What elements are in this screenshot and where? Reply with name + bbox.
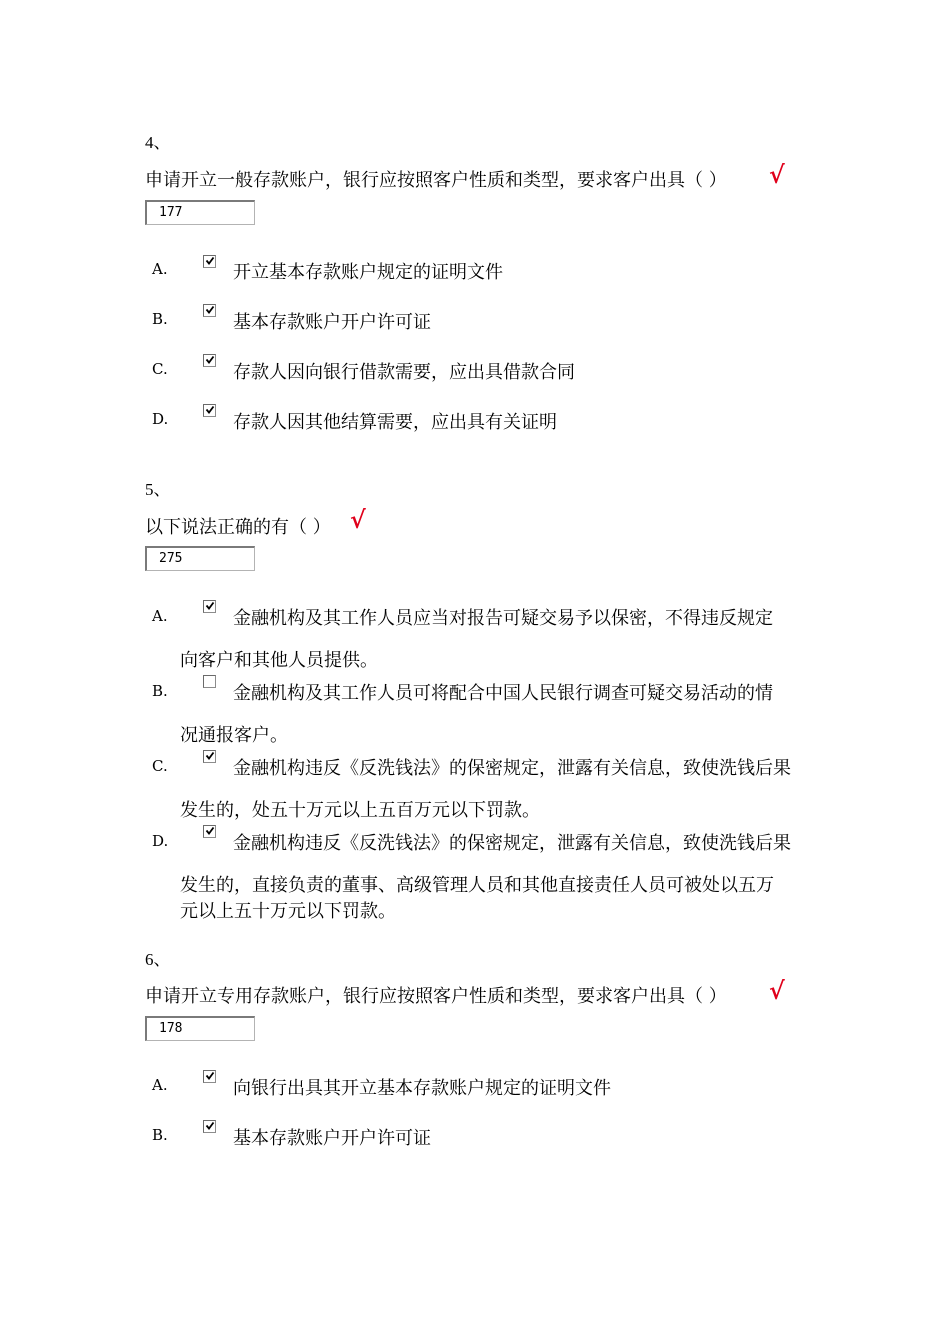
option-text: 金融机构违反《反洗钱法》的保密规定，泄露有关信息，致使洗钱后果 [233,758,791,779]
question-5-id-field: 275 [145,546,255,571]
option-text-continued: 发生的，直接负责的董事、高级管理人员和其他直接责任人员可被处以五万 [180,875,774,896]
checkmark-icon [205,355,215,365]
option-text: 金融机构及其工作人员应当对报告可疑交易予以保密，不得违反规定 [233,608,773,629]
option-text: 金融机构及其工作人员可将配合中国人民银行调查可疑交易活动的情 [233,683,773,704]
question-4-id-field: 177 [145,200,255,225]
option-letter: A. [152,607,168,625]
checkmark-icon [205,826,215,836]
option-checkbox[interactable] [203,600,216,613]
option-text-continued: 况通报客户。 [180,725,288,746]
option-checkbox[interactable] [203,404,216,417]
correct-check-icon: √ [769,160,785,189]
correct-check-icon: √ [769,976,785,1005]
option-checkbox[interactable] [203,675,216,688]
question-6-id-field: 178 [145,1016,255,1041]
option-text: 存款人因其他结算需要，应出具有关证明 [233,412,557,433]
option-letter: B. [152,682,168,700]
checkmark-icon [205,305,215,315]
question-6-number: 6、 [145,950,171,969]
option-checkbox[interactable] [203,1070,216,1083]
option-letter: A. [152,260,168,278]
checkmark-icon [205,405,215,415]
option-checkbox[interactable] [203,825,216,838]
question-6-text: 申请开立专用存款账户，银行应按照客户性质和类型，要求客户出具（ ） [145,986,727,1007]
option-letter: D. [152,410,169,428]
question-5-number: 5、 [145,480,171,499]
option-checkbox[interactable] [203,1120,216,1133]
option-checkbox[interactable] [203,750,216,763]
option-text-continued: 向客户和其他人员提供。 [180,650,378,671]
checkmark-icon [205,601,215,611]
option-letter: C. [152,360,168,378]
option-letter: C. [152,757,168,775]
option-text: 存款人因向银行借款需要，应出具借款合同 [233,362,575,383]
option-text: 基本存款账户开户许可证 [233,312,431,333]
option-letter: B. [152,310,168,328]
option-letter: B. [152,1126,168,1144]
question-4-number: 4、 [145,133,171,152]
option-checkbox[interactable] [203,354,216,367]
option-text: 金融机构违反《反洗钱法》的保密规定，泄露有关信息，致使洗钱后果 [233,833,791,854]
question-4-text: 申请开立一般存款账户，银行应按照客户性质和类型，要求客户出具（ ） [145,170,727,191]
checkmark-icon [205,1121,215,1131]
option-checkbox[interactable] [203,304,216,317]
option-text: 开立基本存款账户规定的证明文件 [233,262,503,283]
option-letter: A. [152,1076,168,1094]
option-text: 向银行出具其开立基本存款账户规定的证明文件 [233,1078,611,1099]
question-5-text: 以下说法正确的有（ ） [145,517,331,538]
option-text-continued: 发生的，处五十万元以上五百万元以下罚款。 [180,800,540,821]
option-text: 基本存款账户开户许可证 [233,1128,431,1149]
option-text-continued: 元以上五十万元以下罚款。 [180,901,396,922]
option-checkbox[interactable] [203,255,216,268]
checkmark-icon [205,1071,215,1081]
option-letter: D. [152,832,169,850]
correct-check-icon: √ [350,505,366,534]
checkmark-icon [205,256,215,266]
checkmark-icon [205,751,215,761]
